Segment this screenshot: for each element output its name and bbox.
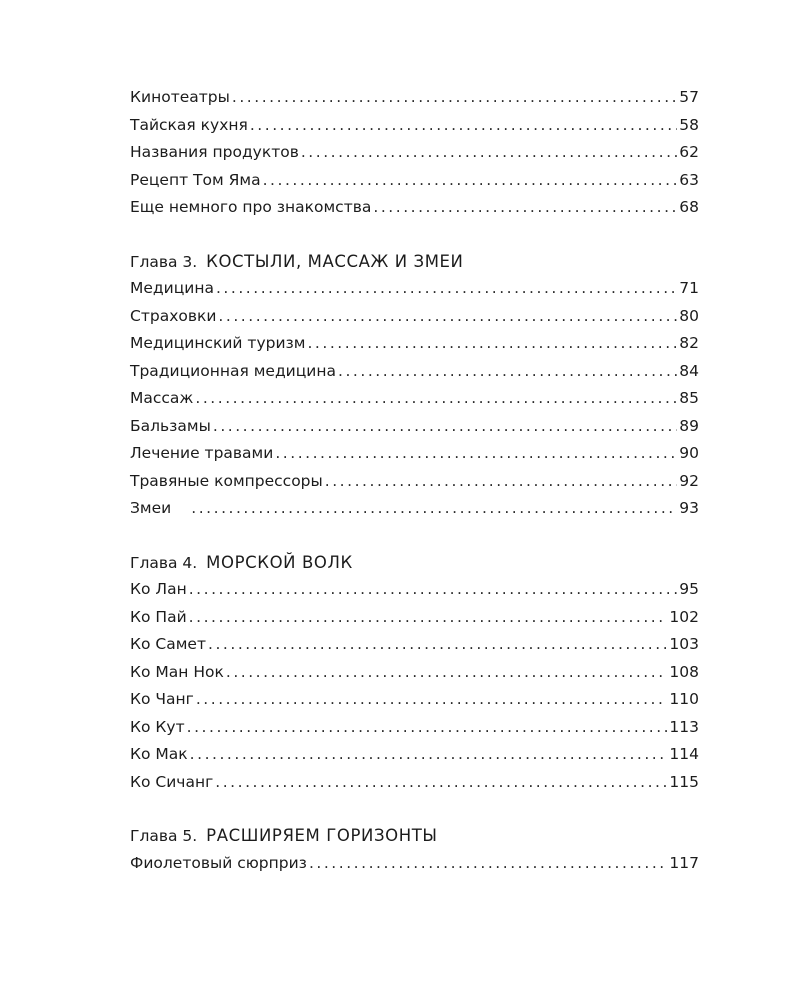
toc-entry-page: 57 bbox=[679, 88, 699, 106]
toc-entry-page: 84 bbox=[679, 361, 699, 380]
toc-dot-leader bbox=[232, 84, 677, 112]
toc-entry-title: Ко Ман Нок bbox=[130, 662, 224, 681]
toc-entry-page: 68 bbox=[679, 198, 699, 216]
toc-entry-page: 71 bbox=[679, 279, 699, 297]
toc-entry bbox=[130, 303, 699, 331]
toc-entry-title: Страховки bbox=[130, 306, 217, 325]
toc-chapter-5 bbox=[130, 822, 699, 877]
toc-entry-page: 63 bbox=[679, 170, 699, 189]
toc-entry bbox=[130, 741, 699, 769]
toc-entry bbox=[130, 194, 699, 222]
table-of-contents bbox=[130, 84, 699, 877]
toc-dot-leader bbox=[309, 850, 667, 878]
toc-entry-title: Ко Пай bbox=[130, 607, 187, 626]
toc-entry-page: 103 bbox=[669, 635, 699, 653]
toc-entry-title: Ко Самет bbox=[130, 635, 206, 653]
toc-entry bbox=[130, 631, 699, 659]
toc-entry-page: 62 bbox=[679, 143, 699, 161]
toc-entry-title: Ко Лан bbox=[130, 580, 187, 598]
toc-entry-title: Кинотеатры bbox=[130, 88, 230, 106]
toc-entry bbox=[130, 576, 699, 604]
toc-entry-page: 110 bbox=[669, 690, 699, 708]
toc-entry-page: 115 bbox=[669, 772, 699, 791]
toc-entry-title: Названия продуктов bbox=[130, 143, 299, 161]
toc-entry bbox=[130, 659, 699, 687]
toc-entry-page: 90 bbox=[679, 444, 699, 462]
toc-dot-leader bbox=[195, 385, 677, 413]
toc-entry bbox=[130, 84, 699, 112]
toc-dot-leader bbox=[301, 139, 677, 167]
toc-entry-page: 82 bbox=[679, 334, 699, 352]
toc-entry-title: Ко Чанг bbox=[130, 690, 194, 708]
toc-entry bbox=[130, 468, 699, 496]
toc-chapter-3 bbox=[130, 248, 699, 523]
toc-dot-leader bbox=[187, 714, 668, 742]
toc-entry bbox=[130, 440, 699, 468]
toc-entry-title: Ко Сичанг bbox=[130, 772, 214, 791]
toc-entry-page: 113 bbox=[669, 717, 699, 736]
toc-entry bbox=[130, 112, 699, 140]
chapter-title: КОСТЫЛИ, МАССАЖ И ЗМЕИ bbox=[206, 251, 464, 271]
toc-entry bbox=[130, 604, 699, 632]
chapter-heading bbox=[130, 549, 699, 577]
toc-dot-leader bbox=[215, 769, 667, 797]
toc-dot-leader bbox=[189, 576, 677, 604]
toc-entry-page: 89 bbox=[679, 416, 699, 435]
toc-entry-page: 117 bbox=[669, 853, 699, 872]
chapter-number: Глава 3. bbox=[130, 252, 198, 271]
toc-entry bbox=[130, 686, 699, 714]
toc-dot-leader bbox=[373, 194, 677, 222]
toc-entry-page: 92 bbox=[679, 471, 699, 490]
toc-section-continued bbox=[130, 84, 699, 222]
toc-entry bbox=[130, 167, 699, 195]
toc-entry-title: Фиолетовый сюрприз bbox=[130, 853, 307, 872]
toc-entry-title: Медицина bbox=[130, 279, 214, 297]
toc-entry-title: Бальзамы bbox=[130, 416, 211, 435]
chapter-title: МОРСКОЙ ВОЛК bbox=[206, 552, 353, 572]
toc-entry-title: Традиционная медицина bbox=[130, 361, 336, 380]
toc-entry bbox=[130, 495, 699, 523]
toc-entry-title: Рецепт Том Яма bbox=[130, 170, 261, 189]
toc-entry-page: 108 bbox=[669, 662, 699, 681]
toc-entry-title: Лечение травами bbox=[130, 444, 274, 462]
toc-entry-page: 85 bbox=[679, 389, 699, 407]
toc-dot-leader bbox=[338, 358, 677, 386]
toc-entry bbox=[130, 714, 699, 742]
toc-entry bbox=[130, 139, 699, 167]
toc-dot-leader bbox=[226, 659, 668, 687]
toc-entry-page: 102 bbox=[669, 607, 699, 626]
toc-entry bbox=[130, 850, 699, 878]
chapter-number: Глава 5. bbox=[130, 827, 198, 845]
toc-entry-title: Медицинский туризм bbox=[130, 334, 306, 352]
toc-entry-page: 80 bbox=[679, 306, 699, 325]
toc-entry-page: 93 bbox=[679, 499, 699, 517]
toc-dot-leader bbox=[325, 468, 677, 496]
toc-dot-leader bbox=[208, 631, 667, 659]
toc-dot-leader bbox=[218, 303, 677, 331]
toc-dot-leader bbox=[263, 167, 677, 195]
toc-dot-leader bbox=[275, 440, 677, 468]
toc-entry-title: Ко Кут bbox=[130, 717, 185, 736]
toc-entry bbox=[130, 275, 699, 303]
toc-entry-title: Еще немного про знакомства bbox=[130, 198, 372, 216]
toc-entry-title: Травяные компрессоры bbox=[130, 471, 323, 490]
toc-entry bbox=[130, 385, 699, 413]
toc-chapter-4 bbox=[130, 549, 699, 797]
chapter-heading bbox=[130, 822, 699, 850]
toc-entry-page: 114 bbox=[669, 745, 699, 763]
toc-dot-leader bbox=[190, 741, 668, 769]
toc-entry-title: Ко Мак bbox=[130, 745, 188, 763]
toc-dot-leader bbox=[189, 604, 668, 632]
toc-entry-page: 95 bbox=[679, 580, 699, 598]
toc-entry-page: 58 bbox=[679, 115, 699, 134]
toc-entry bbox=[130, 330, 699, 358]
toc-dot-leader bbox=[307, 330, 677, 358]
toc-entry bbox=[130, 769, 699, 797]
toc-dot-leader bbox=[191, 495, 677, 523]
toc-entry bbox=[130, 413, 699, 441]
toc-entry-title: Тайская кухня bbox=[130, 115, 248, 134]
toc-entry bbox=[130, 358, 699, 386]
chapter-number: Глава 4. bbox=[130, 553, 198, 572]
toc-dot-leader bbox=[213, 413, 677, 441]
chapter-title: РАСШИРЯЕМ ГОРИЗОНТЫ bbox=[206, 826, 438, 845]
toc-dot-leader bbox=[196, 686, 668, 714]
toc-dot-leader bbox=[216, 275, 677, 303]
toc-entry-title: Массаж bbox=[130, 389, 194, 407]
toc-entry-title: Змеи bbox=[130, 499, 172, 517]
toc-dot-leader bbox=[250, 112, 677, 140]
chapter-heading bbox=[130, 248, 699, 276]
